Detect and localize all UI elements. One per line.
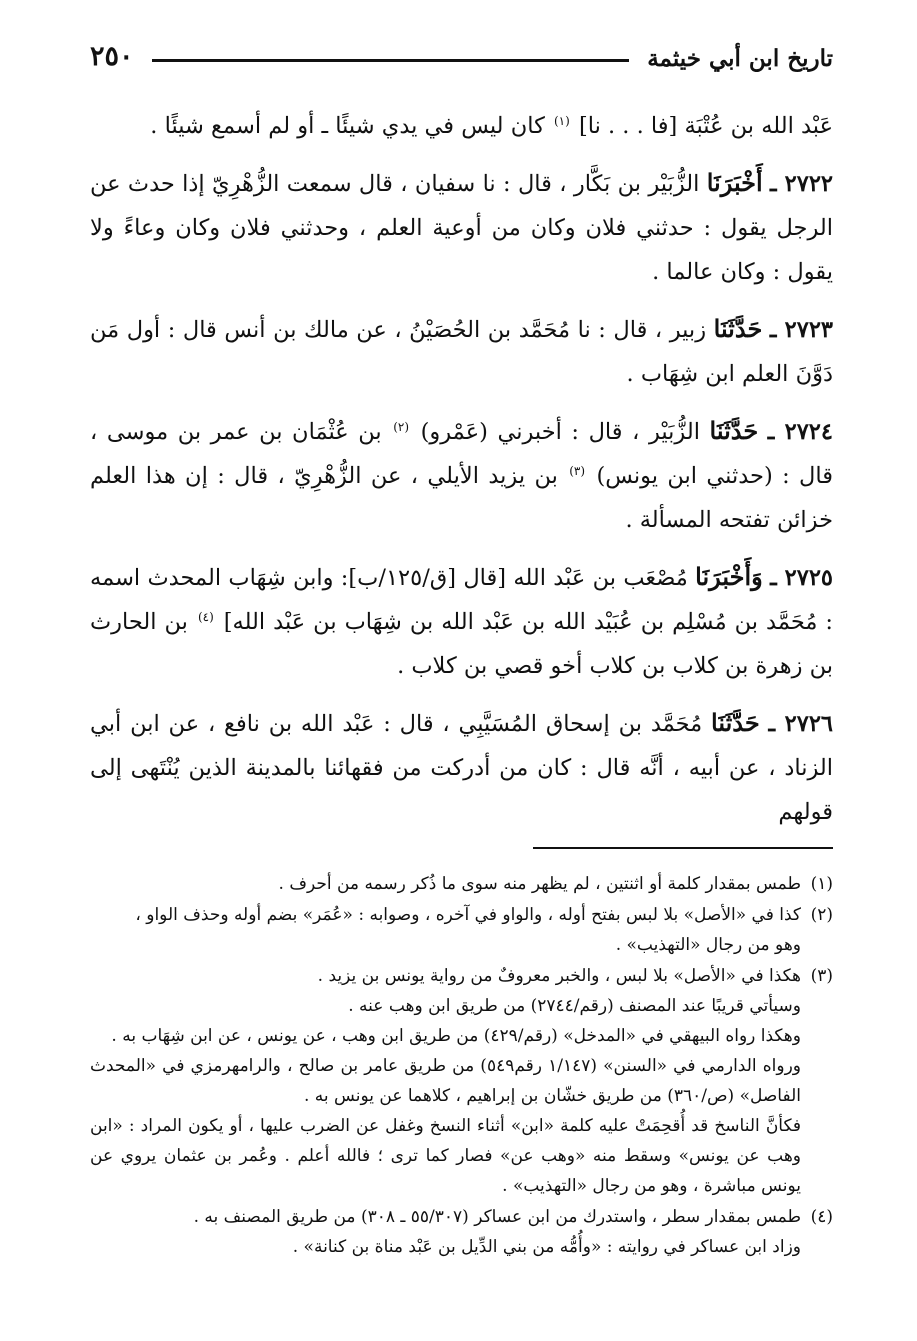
narration-2725: [90, 555, 833, 688]
footnote-2: [90, 900, 833, 960]
footnote-line: طمس بمقدار سطر ، واستدرك من ابن عساكر (٥٥/٣٠٧ ـ ٣٠٨) من طريق المصنف به .: [193, 1207, 801, 1227]
main-text: [90, 104, 833, 834]
narration-number: ٢٧٢٥ ـ: [770, 565, 833, 591]
footnote-line: وسيأتي قريبًا عند المصنف (رقم/٢٧٤٤) من طريق ابن وهب عنه .: [348, 996, 801, 1016]
narration-2723: [90, 307, 833, 396]
narration-text: زبير ، قال : نا مُحَمَّد بن الحُصَيْنُ ، عن مالك بن أنس قال : أول مَن دَوَّنَ العلم ابن شِهَاب .: [90, 317, 833, 387]
footnote-line: فكأنَّ الناسخ قد أُقحِمَتْ عليه كلمة «ابن» أثناء النسخ وغفل عن الضرب عليها ، أو يكون المراد : «ابن وهب عن يونس» وسقط منه «وهب عن» فصار كما ترى ؛ فالله أعلم . وعُمر بن عثمان يروي عن يونس مباشرة ، وهو من رجال «التهذيب» .: [90, 1116, 801, 1196]
narration-number: ٢٧٢٣ ـ: [769, 317, 834, 343]
footnote-line: ورواه الدارمي في «السنن» (١/١٤٧ رقم٥٤٩) من طريق عامر بن صالح ، والرامهرمزي في «المحدث الفاصل» (ص/٣٦٠) من طريق خشّان بن إبراهيم ، كلاهما عن يونس به .: [90, 1056, 801, 1106]
transmission-term: أَخْبَرَنَا: [706, 168, 763, 197]
footnotes: [90, 869, 833, 1262]
page-number: ٢٥٠: [90, 41, 134, 72]
footnote-line: وهكذا رواه البيهقي في «المدخل» (رقم/٤٢٩) من طريق ابن وهب ، عن يونس ، عن ابن شِهَاب به .: [111, 1026, 801, 1046]
narration-2722: [90, 161, 833, 294]
transmission-term: حَدَّثَنَا: [713, 314, 763, 343]
footnote-line: هكذا في «الأصل» بلا لبس ، والخبر معروفٌ من رواية يونس بن يزيد .: [317, 966, 801, 986]
narration-2724: [90, 409, 833, 542]
footnote-3: [90, 961, 833, 1201]
header-rule: [152, 59, 630, 62]
footnote-number: (٢): [810, 905, 833, 925]
footnote-number: (٤): [810, 1207, 833, 1227]
text-segment: مُصْعَب بن عَبْد الله [قال [ق/١٢٥/ب]: وابن شِهَاب المحدث اسمه : مُحَمَّد بن مُسْلِم بن عُبَيْد الله بن عَبْد الله بن شِهَاب بن عَبْد الله]: [90, 565, 833, 635]
narration-text: مُحَمَّد بن إسحاق المُسَيَّبِي ، قال : عَبْد الله بن نافع ، عن ابن أبي الزناد ، عن أبيه ، أنَّه قال : كان من أدركت من فقهائنا بالمدينة الذين يُنْتَهى إلى قولهم: [90, 711, 833, 825]
transmission-term: حَدَّثَنَا: [711, 708, 760, 737]
footnote-number: (٣): [810, 966, 833, 986]
text-segment: عَبْد الله بن عُتْبَة [فا . . . نا]: [578, 113, 833, 139]
narration-number: ٢٧٢٢ ـ: [770, 171, 834, 197]
running-title: تاريخ ابن أبي خيثمة: [647, 45, 833, 72]
footnote-ref-3: (٣): [569, 463, 586, 478]
footnote-ref-1: (١): [553, 113, 570, 128]
footnote-separator: [533, 847, 833, 849]
footnote-line: وهو من رجال «التهذيب» .: [615, 935, 801, 955]
footnote-line: كذا في «الأصل» بلا لبس بفتح أوله ، والواو في آخره ، وصوابه : «عُمَر» بضم أوله وحذف الواو ،: [135, 905, 801, 925]
footnote-line: وزاد ابن عساكر في روايته : «وأُمُّه من بني الدِّيل بن عَبْد مناة بن كنانة» .: [292, 1237, 801, 1257]
footnote-line: طمس بمقدار كلمة أو اثنتين ، لم يظهر منه سوى ما ذُكر رسمه من أحرف .: [278, 874, 801, 894]
transmission-term: حَدَّثَنَا: [709, 416, 759, 445]
text-segment: بن عُثْمَان بن عمر بن موسى ، قال : (حدثني ابن يونس): [90, 419, 834, 489]
footnote-ref-4: (٤): [197, 609, 214, 624]
narration-number: ٢٧٢٦ ـ: [768, 711, 833, 737]
footnote-1: [90, 869, 833, 899]
footnote-ref-2: (٢): [393, 419, 410, 434]
text-segment: الزُّبَيْر ، قال : أخبرني (عَمْرو): [420, 419, 700, 445]
text-segment: كان ليس في يدي شيئًا ـ أو لم أسمع شيئًا .: [150, 113, 545, 139]
narration-text: الزُّبَيْر بن بَكَّار ، قال : نا سفيان ، قال سمعت الزُّهْرِيّ إذا حدث عن الرجل يقول : حدثني فلان وكان من أوعية العلم ، وحدثني فلان وكان وعاءً ولا يقول : وكان عالما .: [90, 171, 833, 285]
paragraph-continuation: [90, 104, 833, 148]
text-segment: بن الحارث بن زهرة بن كلاب بن كلاب أخو قصي بن كلاب .: [90, 609, 833, 679]
narration-number: ٢٧٢٤ ـ: [767, 419, 833, 445]
narration-2726: [90, 701, 833, 834]
footnote-4: [90, 1202, 833, 1262]
transmission-term: وَأَخْبَرَنَا: [695, 562, 763, 591]
text-segment: بن يزيد الأيلي ، عن الزُّهْرِيّ ، قال : إن هذا العلم خزائن تفتحه المسألة .: [90, 463, 833, 533]
page-header: [90, 30, 833, 70]
footnote-number: (١): [810, 874, 833, 894]
